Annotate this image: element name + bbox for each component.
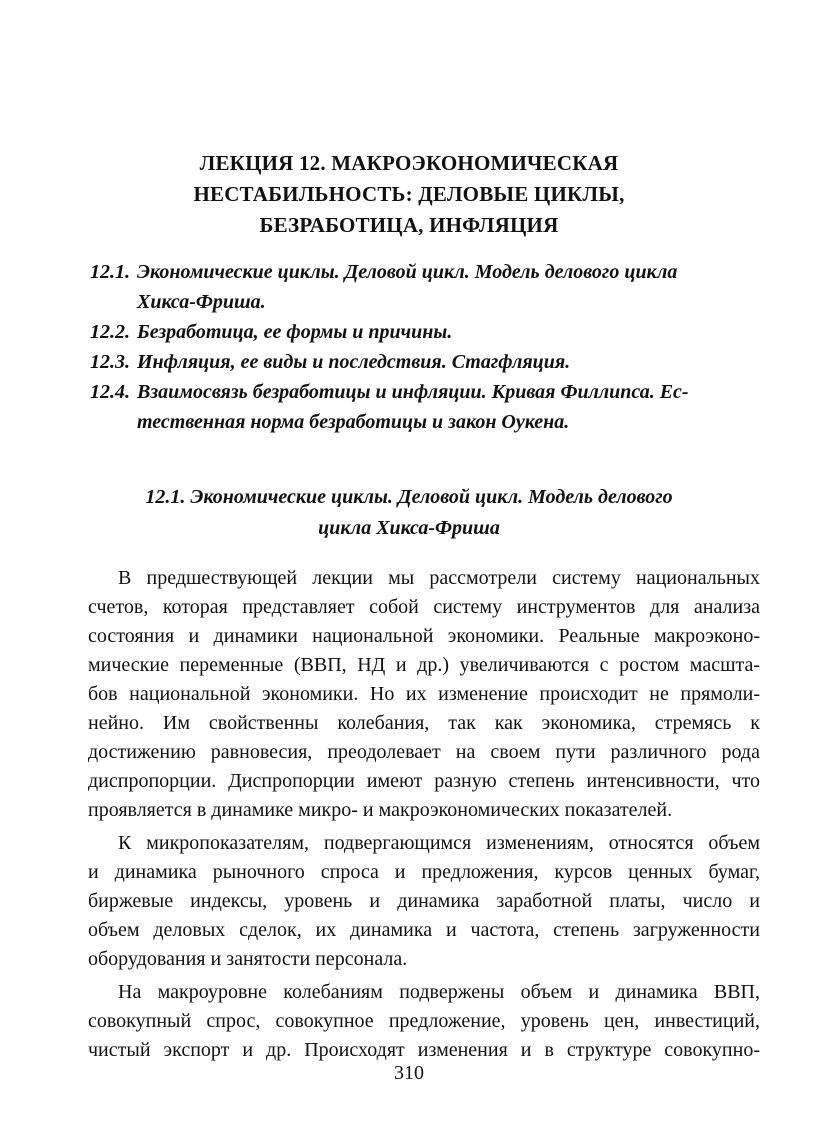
text-line: чистый экспорт и др. Происходят изменения и в структуре совокупно-: [88, 1039, 760, 1061]
text-line: бов национальной экономики. Но их изменение происходит не прямоли-: [88, 683, 760, 705]
contents-item: [90, 347, 770, 377]
text-line: В предшествующей лекции мы рассмотрели систему национальных: [118, 567, 760, 589]
lecture-title-line: ЛЕКЦИЯ 12. МАКРОЭКОНОМИЧЕСКАЯ: [199, 151, 619, 175]
text-line: объем деловых сделок, их динамика и частота, степень загруженности: [88, 919, 760, 941]
contents-item-text: Взаимосвязь безработицы и инфляции. Кривая Филлипса. Ес-: [137, 381, 689, 403]
contents-item-number: 12.2.: [90, 321, 130, 343]
contents-item: [90, 377, 770, 437]
contents-item-number: 12.4.: [90, 381, 130, 403]
contents-item: [90, 257, 770, 317]
text-line: оборудования и занятости персонала.: [88, 948, 408, 970]
paragraph: [88, 829, 760, 974]
body-text: [88, 564, 760, 1069]
contents-item-text: Безработица, ее формы и причины.: [137, 321, 453, 343]
page-number: 310: [394, 1062, 424, 1084]
contents-item-text: Инфляция, ее виды и последствия. Стагфляция.: [137, 351, 571, 373]
section-heading-line: 12.1. Экономические циклы. Деловой цикл. Модель делового: [145, 486, 673, 508]
lecture-contents: [90, 257, 770, 437]
text-line: проявляется в динамике микро- и макроэкономических показателей.: [88, 799, 673, 821]
paragraph: [88, 564, 760, 825]
contents-item: [90, 317, 770, 347]
contents-item-number: 12.3.: [90, 351, 130, 373]
text-line: совокупный спрос, совокупное предложение, уровень цен, инвестиций,: [88, 1010, 760, 1032]
text-line: состояния и динамики национальной экономики. Реальные макроэконо-: [88, 625, 760, 647]
text-line: мические переменные (ВВП, НД и др.) увеличиваются с ростом масшта-: [88, 654, 760, 676]
contents-item-text: Экономические циклы. Деловой цикл. Модель делового цикла: [137, 261, 678, 283]
text-line: На макроуровне колебаниям подвержены объем и динамика ВВП,: [118, 981, 760, 1003]
lecture-title-line: БЕЗРАБОТИЦА, ИНФЛЯЦИЯ: [259, 213, 559, 237]
text-line: достижению равновесия, преодолевает на своем пути различного рода: [88, 741, 760, 763]
contents-item-number: 12.1.: [90, 261, 130, 283]
section-heading-line: цикла Хикса-Фриша: [318, 517, 500, 539]
section-heading: [0, 482, 818, 544]
lecture-title: [0, 148, 818, 241]
text-line: нейно. Им свойственны колебания, так как экономика, стремясь к: [88, 712, 760, 734]
text-line: счетов, которая представляет собой систему инструментов для анализа: [88, 596, 760, 618]
text-line: К микропоказателям, подвергающимся изменениям, относятся объем: [118, 832, 760, 854]
paragraph: [88, 978, 760, 1065]
lecture-title-line: НЕСТАБИЛЬНОСТЬ: ДЕЛОВЫЕ ЦИКЛЫ,: [193, 182, 625, 206]
contents-item-continuation: Хикса-Фриша.: [137, 291, 266, 313]
contents-item-continuation: тественная норма безработицы и закон Оукена.: [137, 411, 570, 433]
text-line: биржевые индексы, уровень и динамика заработной платы, число и: [88, 890, 760, 912]
text-line: диспропорции. Диспропорции имеют разную степень интенсивности, что: [88, 770, 760, 792]
text-line: и динамика рыночного спроса и предложения, курсов ценных бумаг,: [88, 861, 760, 883]
